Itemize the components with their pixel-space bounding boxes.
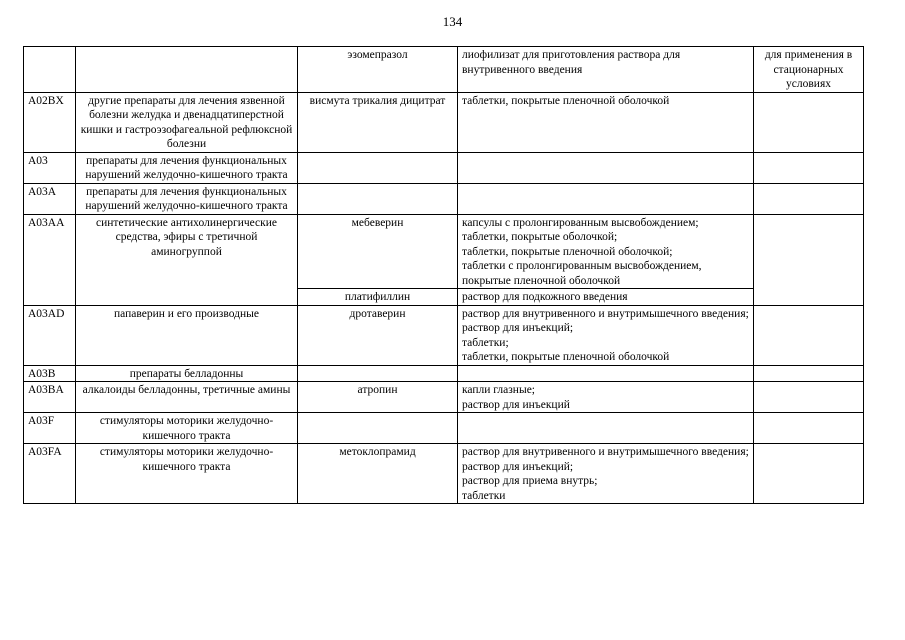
dosage-form-cell bbox=[458, 413, 754, 444]
dosage-form-cell: лиофилизат для приготовления раствора для внутривенного введения bbox=[458, 47, 754, 93]
drug-name-cell bbox=[298, 413, 458, 444]
atc-code-cell: A02BX bbox=[24, 92, 76, 152]
note-cell bbox=[754, 214, 864, 305]
drug-name-cell: дротаверин bbox=[298, 305, 458, 365]
dosage-form-cell bbox=[458, 444, 754, 504]
drug-name-cell bbox=[298, 183, 458, 214]
note-cell bbox=[754, 413, 864, 444]
note-cell bbox=[754, 152, 864, 183]
note-cell bbox=[754, 382, 864, 413]
group-name-cell: синтетические антихолинергические средства, эфиры с третичной аминогруппой bbox=[76, 214, 298, 305]
table-row bbox=[24, 444, 864, 504]
table-row bbox=[24, 413, 864, 444]
atc-code-cell bbox=[24, 47, 76, 93]
table-row bbox=[24, 47, 864, 93]
atc-code-cell: A03B bbox=[24, 365, 76, 382]
dosage-form-line: раствор для инъекций bbox=[462, 398, 570, 411]
group-name-cell: алкалоиды белладонны, третичные амины bbox=[76, 382, 298, 413]
note-cell: для применения в стационарных условиях bbox=[754, 47, 864, 93]
group-name-cell: папаверин и его производные bbox=[76, 305, 298, 365]
drug-name-cell: атропин bbox=[298, 382, 458, 413]
drug-name-cell bbox=[298, 365, 458, 382]
dosage-form-line: таблетки, покрытые пленочной оболочкой; bbox=[462, 245, 673, 258]
table-row bbox=[24, 92, 864, 152]
table-row bbox=[24, 183, 864, 214]
dosage-form-line: капли глазные; bbox=[462, 384, 535, 396]
dosage-form-cell bbox=[458, 365, 754, 382]
atc-code-cell: A03AD bbox=[24, 305, 76, 365]
group-name-cell: стимуляторы моторики желудочно-кишечного тракта bbox=[76, 413, 298, 444]
dosage-form-line: раствор для внутривенного и внутримышечного введения; bbox=[462, 307, 749, 320]
group-name-cell: препараты для лечения функциональных нарушений желудочно-кишечного тракта bbox=[76, 152, 298, 183]
drug-name-cell: мебеверин bbox=[298, 214, 458, 289]
drug-table bbox=[23, 46, 864, 504]
drug-name-cell: эзомепразол bbox=[298, 47, 458, 93]
drug-name-cell: метоклопрамид bbox=[298, 444, 458, 504]
dosage-form-cell: раствор для подкожного введения bbox=[458, 289, 754, 306]
atc-code-cell: A03AA bbox=[24, 214, 76, 305]
page-number: 134 bbox=[442, 14, 463, 29]
drug-name-cell: висмута трикалия дицитрат bbox=[298, 92, 458, 152]
dosage-form-cell bbox=[458, 183, 754, 214]
group-name-cell bbox=[76, 47, 298, 93]
dosage-form-line: таблетки; bbox=[462, 336, 509, 349]
note-cell bbox=[754, 365, 864, 382]
atc-code-cell: A03BA bbox=[24, 382, 76, 413]
atc-code-cell: A03FA bbox=[24, 444, 76, 504]
dosage-form-line: раствор для инъекций; bbox=[462, 322, 574, 334]
dosage-form-line: раствор для внутривенного и внутримышечного введения; bbox=[462, 446, 749, 458]
dosage-form-cell bbox=[458, 214, 754, 289]
atc-code-cell: A03 bbox=[24, 152, 76, 183]
drug-name-cell bbox=[298, 152, 458, 183]
note-cell bbox=[754, 305, 864, 365]
group-name-cell: стимуляторы моторики желудочно-кишечного тракта bbox=[76, 444, 298, 504]
table-row bbox=[24, 214, 864, 289]
note-cell bbox=[754, 444, 864, 504]
atc-code-cell: A03A bbox=[24, 183, 76, 214]
dosage-form-line: таблетки с пролонгированным высвобождением, покрытые пленочной оболочкой bbox=[462, 260, 702, 287]
dosage-form-cell bbox=[458, 152, 754, 183]
table-row bbox=[24, 382, 864, 413]
note-cell bbox=[754, 92, 864, 152]
dosage-form-line: капсулы с пролонгированным высвобождением; bbox=[462, 216, 699, 229]
group-name-cell: препараты белладонны bbox=[76, 365, 298, 382]
dosage-form-line: таблетки bbox=[462, 489, 506, 502]
drug-name-cell: платифиллин bbox=[298, 289, 458, 306]
dosage-form-line: таблетки, покрытые пленочной оболочкой bbox=[462, 351, 670, 363]
dosage-form-cell bbox=[458, 382, 754, 413]
dosage-form-line: таблетки, покрытые оболочкой; bbox=[462, 231, 618, 243]
table-row bbox=[24, 152, 864, 183]
group-name-cell: другие препараты для лечения язвенной болезни желудка и двенадцатиперстной кишки и гастроэзофагеальной рефлюксной болезни bbox=[76, 92, 298, 152]
dosage-form-line: раствор для инъекций; bbox=[462, 460, 574, 473]
dosage-form-cell bbox=[458, 305, 754, 365]
dosage-form-cell: таблетки, покрытые пленочной оболочкой bbox=[458, 92, 754, 152]
table-row bbox=[24, 365, 864, 382]
atc-code-cell: A03F bbox=[24, 413, 76, 444]
dosage-form-line: раствор для приема внутрь; bbox=[462, 475, 598, 487]
group-name-cell: препараты для лечения функциональных нарушений желудочно-кишечного тракта bbox=[76, 183, 298, 214]
table-row bbox=[24, 305, 864, 365]
note-cell bbox=[754, 183, 864, 214]
